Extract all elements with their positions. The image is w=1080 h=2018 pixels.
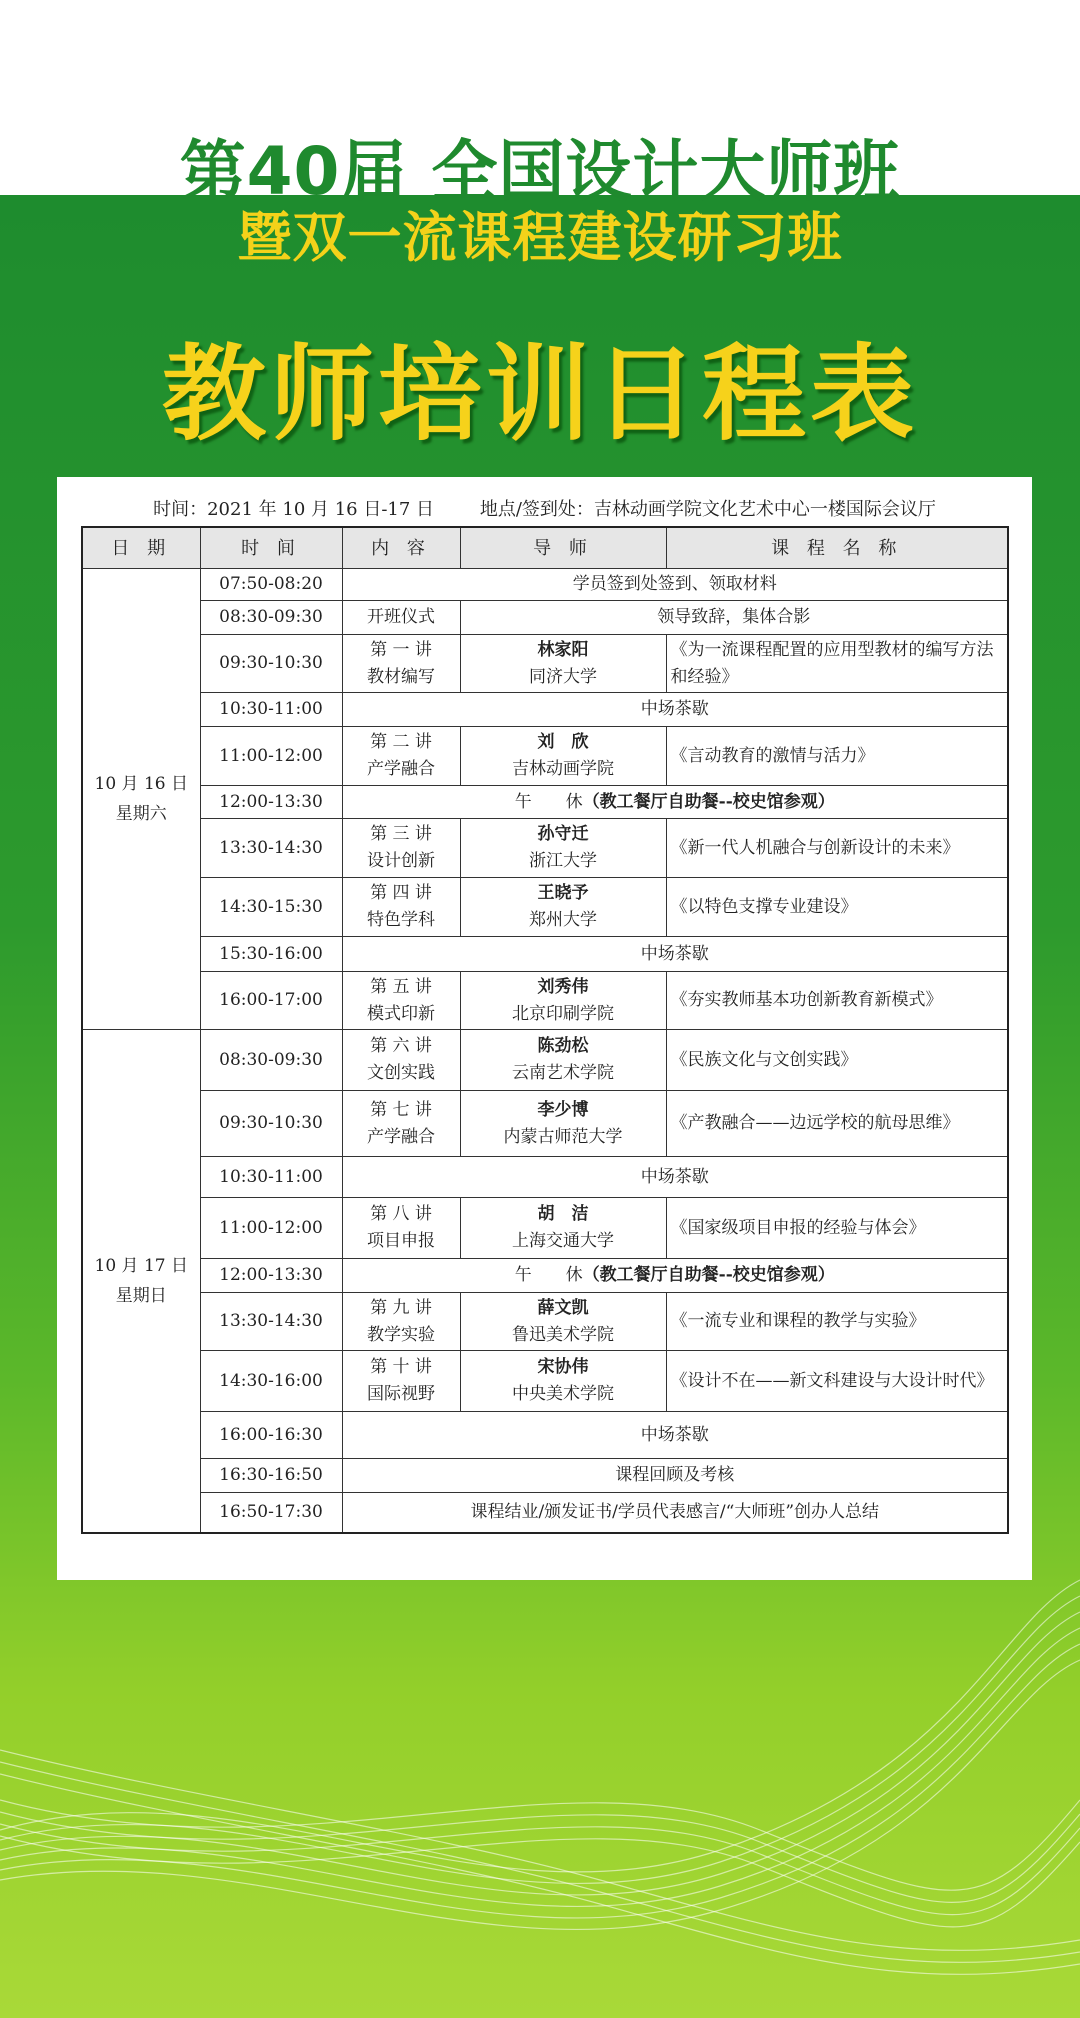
wide-cell: 领导致辞，集体合影 bbox=[460, 601, 1008, 635]
lecture-no: 第 三 讲 bbox=[370, 824, 432, 844]
date: 10 月 16 日 bbox=[94, 774, 188, 794]
course-cell: 《为一流课程配置的应用型教材的编写方法和经验》 bbox=[666, 635, 1008, 693]
lecture-topic: 项目申报 bbox=[367, 1231, 435, 1251]
lecture-no: 第 一 讲 bbox=[370, 639, 432, 660]
table-row bbox=[82, 569, 1008, 601]
table-row bbox=[82, 786, 1008, 819]
meta-time: 时间：2021 年 10 月 16 日-17 日 bbox=[153, 499, 435, 520]
time-cell: 11:00-12:00 bbox=[200, 1198, 342, 1259]
content-cell bbox=[342, 819, 460, 878]
lecture-no: 第 七 讲 bbox=[370, 1099, 432, 1120]
lecture-no: 第 十 讲 bbox=[370, 1357, 432, 1377]
lecture-topic: 设计创新 bbox=[367, 851, 435, 871]
meta-line bbox=[57, 495, 1032, 521]
content-cell bbox=[342, 727, 460, 786]
full-cell: 中场茶歇 bbox=[342, 693, 1008, 727]
lecture-topic: 特色学科 bbox=[367, 910, 435, 930]
lecture-no: 第 五 讲 bbox=[370, 976, 432, 997]
date-cell-day2 bbox=[82, 1030, 200, 1533]
lecture-topic: 教学实验 bbox=[367, 1324, 435, 1345]
lecture-no: 第 九 讲 bbox=[370, 1297, 432, 1318]
lecture-no: 第 八 讲 bbox=[370, 1204, 432, 1224]
tutor-org: 郑州大学 bbox=[529, 910, 597, 930]
title-line1: 第40届 全国设计大师班 bbox=[179, 133, 901, 210]
table-row bbox=[82, 1030, 1008, 1091]
tutor-org: 中央美术学院 bbox=[512, 1384, 614, 1404]
lunch-cell bbox=[342, 786, 1008, 819]
time-cell: 09:30-10:30 bbox=[200, 1091, 342, 1157]
time-cell: 14:30-16:00 bbox=[200, 1351, 342, 1412]
lecture-topic: 模式印新 bbox=[367, 1003, 435, 1024]
tutor-name: 刘 欣 bbox=[537, 732, 589, 752]
tutor-org: 同济大学 bbox=[529, 666, 597, 687]
time-cell: 13:30-14:30 bbox=[200, 819, 342, 878]
lecture-topic: 产学融合 bbox=[367, 759, 435, 779]
table-row bbox=[82, 937, 1008, 972]
content-cell bbox=[342, 972, 460, 1030]
lecture-topic: 文创实践 bbox=[367, 1063, 435, 1083]
lunch-detail: （教工餐厅自助餐--校史馆参观） bbox=[582, 1265, 835, 1285]
tutor-cell bbox=[460, 1293, 666, 1351]
time-cell: 16:00-16:30 bbox=[200, 1412, 342, 1459]
schedule-table bbox=[81, 526, 1009, 1534]
schedule-card bbox=[57, 477, 1032, 1580]
content-cell bbox=[342, 1091, 460, 1157]
table-row bbox=[82, 1198, 1008, 1259]
table-row bbox=[82, 878, 1008, 937]
date-cell-day1 bbox=[82, 569, 200, 1030]
time-cell: 07:50-08:20 bbox=[200, 569, 342, 601]
lecture-no: 第 六 讲 bbox=[370, 1036, 432, 1056]
title-line2: 暨双一流课程建设研习班 bbox=[237, 206, 843, 269]
header-course: 课 程 名 称 bbox=[666, 527, 1008, 569]
content-cell bbox=[342, 635, 460, 693]
content-cell: 开班仪式 bbox=[342, 601, 460, 635]
time-cell: 16:00-17:00 bbox=[200, 972, 342, 1030]
lunch-label: 午 休 bbox=[514, 791, 583, 812]
table-row bbox=[82, 1351, 1008, 1412]
table-row bbox=[82, 635, 1008, 693]
tutor-name: 王晓予 bbox=[537, 883, 589, 903]
header-content: 内 容 bbox=[342, 527, 460, 569]
meta-place: 地点/签到处：吉林动画学院文化艺术中心一楼国际会议厅 bbox=[479, 499, 936, 520]
time-cell: 10:30-11:00 bbox=[200, 693, 342, 727]
lunch-cell bbox=[342, 1259, 1008, 1293]
lecture-topic: 产学融合 bbox=[367, 1126, 435, 1147]
content-cell bbox=[342, 1351, 460, 1412]
tutor-name: 薛文凯 bbox=[537, 1297, 589, 1318]
time-cell: 08:30-09:30 bbox=[200, 1030, 342, 1091]
tutor-org: 北京印刷学院 bbox=[512, 1003, 614, 1024]
time-cell: 11:00-12:00 bbox=[200, 727, 342, 786]
weekday: 星期日 bbox=[115, 1285, 167, 1306]
tutor-cell bbox=[460, 1198, 666, 1259]
table-row bbox=[82, 1157, 1008, 1198]
full-cell: 中场茶歇 bbox=[342, 1412, 1008, 1459]
table-row bbox=[82, 1259, 1008, 1293]
tutor-cell bbox=[460, 1091, 666, 1157]
course-cell: 《设计不在——新文科建设与大设计时代》 bbox=[666, 1351, 1008, 1412]
course-cell: 《国家级项目申报的经验与体会》 bbox=[666, 1198, 1008, 1259]
time-cell: 16:30-16:50 bbox=[200, 1459, 342, 1493]
content-cell bbox=[342, 1030, 460, 1091]
time-cell: 09:30-10:30 bbox=[200, 635, 342, 693]
course-cell: 《产教融合——边远学校的航母思维》 bbox=[666, 1091, 1008, 1157]
time-cell: 12:00-13:30 bbox=[200, 1259, 342, 1293]
course-cell: 《以特色支撑专业建设》 bbox=[666, 878, 1008, 937]
tutor-org: 吉林动画学院 bbox=[512, 759, 614, 779]
tutor-name: 胡 洁 bbox=[537, 1204, 589, 1224]
full-cell: 中场茶歇 bbox=[342, 937, 1008, 972]
weekday: 星期六 bbox=[115, 804, 167, 824]
table-row bbox=[82, 1091, 1008, 1157]
lunch-label: 午 休 bbox=[514, 1265, 583, 1285]
tutor-cell bbox=[460, 878, 666, 937]
table-row bbox=[82, 601, 1008, 635]
time-cell: 15:30-16:00 bbox=[200, 937, 342, 972]
time-cell: 08:30-09:30 bbox=[200, 601, 342, 635]
tutor-org: 鲁迅美术学院 bbox=[512, 1324, 614, 1345]
table-row bbox=[82, 819, 1008, 878]
table-header-row bbox=[82, 527, 1008, 569]
tutor-cell bbox=[460, 1030, 666, 1091]
tutor-org: 浙江大学 bbox=[529, 851, 597, 871]
tutor-name: 宋协伟 bbox=[537, 1357, 589, 1377]
date: 10 月 17 日 bbox=[94, 1255, 188, 1276]
lecture-topic: 国际视野 bbox=[367, 1384, 435, 1404]
content-cell bbox=[342, 1198, 460, 1259]
tutor-cell bbox=[460, 635, 666, 693]
header-date: 日 期 bbox=[82, 527, 200, 569]
full-cell: 课程结业/颁发证书/学员代表感言/“大师班”创办人总结 bbox=[342, 1493, 1008, 1533]
time-cell: 12:00-13:30 bbox=[200, 786, 342, 819]
course-cell: 《夯实教师基本功创新教育新模式》 bbox=[666, 972, 1008, 1030]
time-cell: 14:30-15:30 bbox=[200, 878, 342, 937]
tutor-name: 孙守迁 bbox=[537, 824, 589, 844]
tutor-name: 刘秀伟 bbox=[537, 976, 589, 997]
main-title: 教师培训日程表 bbox=[161, 332, 918, 455]
full-cell: 课程回顾及考核 bbox=[342, 1459, 1008, 1493]
tutor-cell bbox=[460, 972, 666, 1030]
lecture-no: 第 二 讲 bbox=[370, 732, 432, 752]
tutor-cell bbox=[460, 727, 666, 786]
lecture-no: 第 四 讲 bbox=[370, 883, 432, 903]
tutor-name: 李少博 bbox=[537, 1099, 589, 1120]
table-row bbox=[82, 727, 1008, 786]
table-row bbox=[82, 1412, 1008, 1459]
course-cell: 《新一代人机融合与创新设计的未来》 bbox=[666, 819, 1008, 878]
tutor-cell bbox=[460, 1351, 666, 1412]
lecture-topic: 教材编写 bbox=[367, 666, 435, 687]
table-row bbox=[82, 693, 1008, 727]
tutor-org: 云南艺术学院 bbox=[512, 1063, 614, 1083]
course-cell: 《言动教育的激情与活力》 bbox=[666, 727, 1008, 786]
tutor-org: 内蒙古师范大学 bbox=[503, 1126, 623, 1147]
full-cell: 中场茶歇 bbox=[342, 1157, 1008, 1198]
table-row bbox=[82, 1293, 1008, 1351]
content-cell bbox=[342, 878, 460, 937]
content-cell bbox=[342, 1293, 460, 1351]
table-row bbox=[82, 972, 1008, 1030]
table-row bbox=[82, 1493, 1008, 1533]
time-cell: 13:30-14:30 bbox=[200, 1293, 342, 1351]
header-time: 时 间 bbox=[200, 527, 342, 569]
tutor-org: 上海交通大学 bbox=[512, 1231, 614, 1251]
time-cell: 10:30-11:00 bbox=[200, 1157, 342, 1198]
tutor-name: 陈劲松 bbox=[537, 1036, 589, 1056]
course-cell: 《一流专业和课程的教学与实验》 bbox=[666, 1293, 1008, 1351]
tutor-cell bbox=[460, 819, 666, 878]
full-cell: 学员签到处签到、领取材料 bbox=[342, 569, 1008, 601]
course-cell: 《民族文化与文创实践》 bbox=[666, 1030, 1008, 1091]
lunch-detail: （教工餐厅自助餐--校史馆参观） bbox=[582, 791, 835, 812]
tutor-name: 林家阳 bbox=[537, 639, 589, 660]
time-cell: 16:50-17:30 bbox=[200, 1493, 342, 1533]
table-row bbox=[82, 1459, 1008, 1493]
header-tutor: 导 师 bbox=[460, 527, 666, 569]
